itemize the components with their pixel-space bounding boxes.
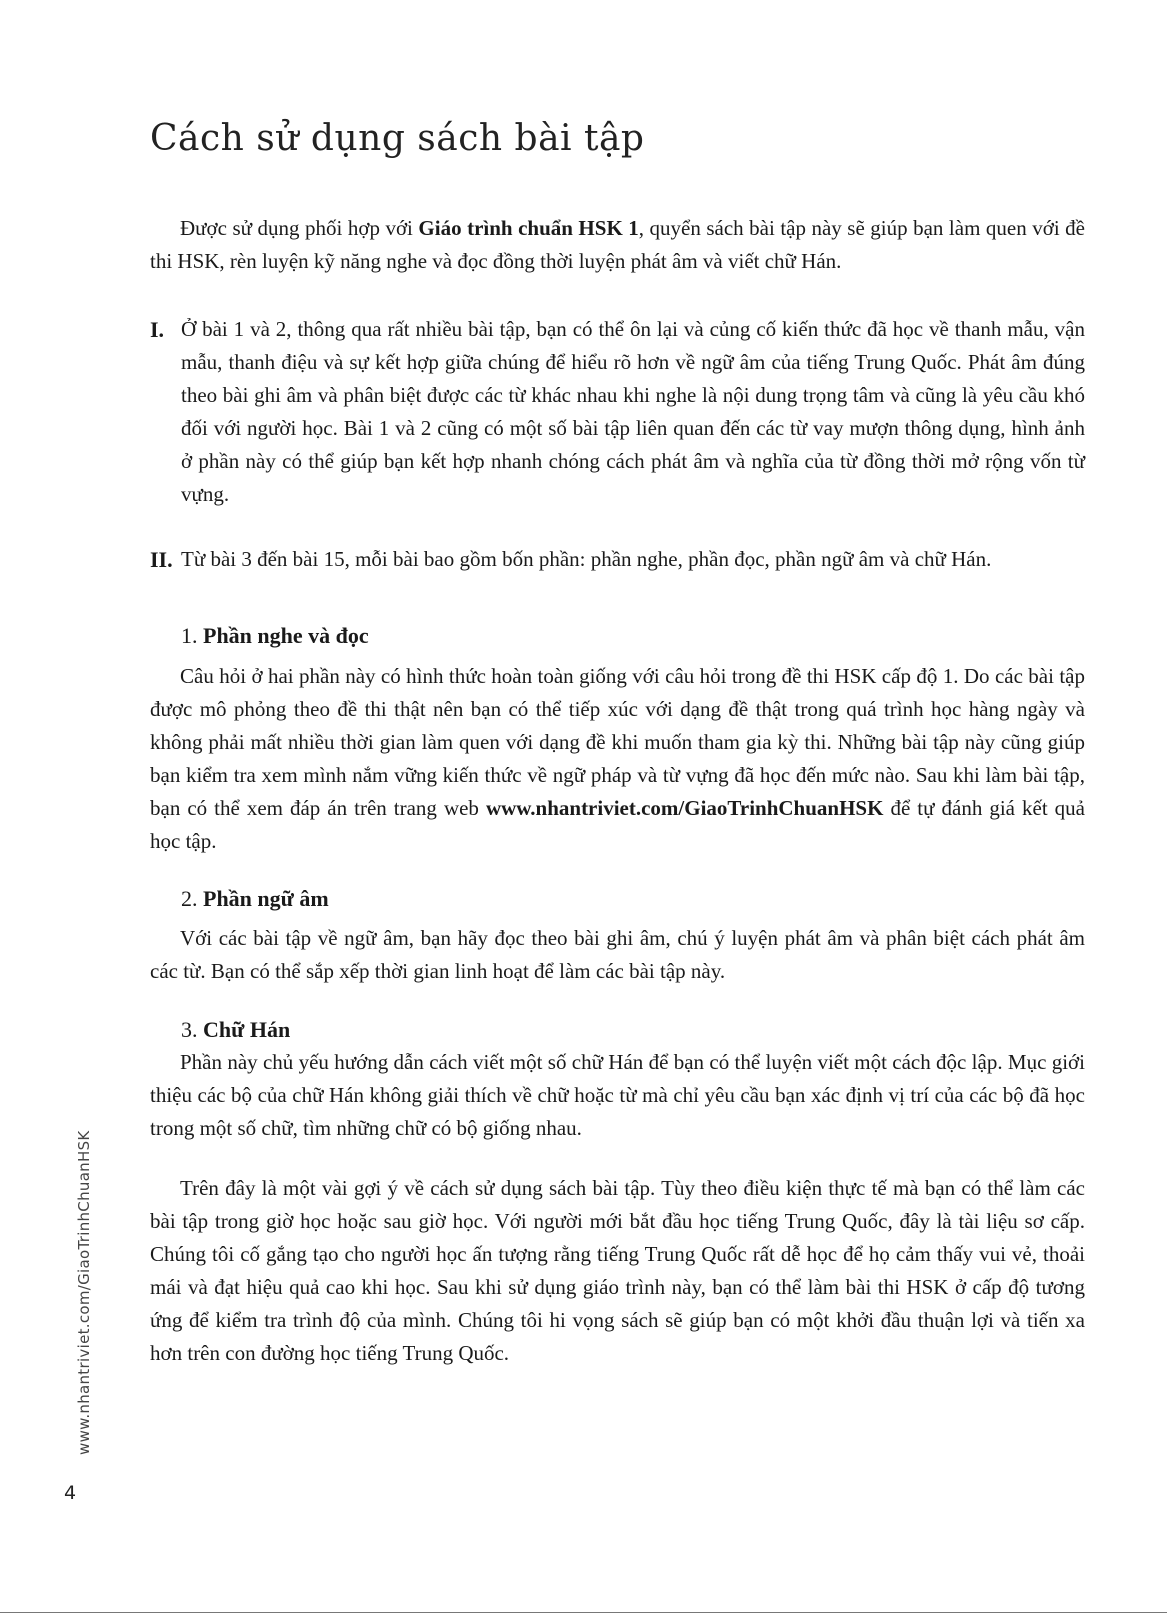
listening-reading-text-after: để tự đánh giá kết quả học tập. bbox=[150, 796, 1085, 853]
closing-paragraph: Trên đây là một vài gợi ý về cách sử dụng sách bài tập. Tùy theo điều kiện thực tế mà bạn có thể làm các bài tập trong giờ học hoặc sau giờ học. Với người mới bắt đầu học tiếng Trung Quốc, đây là tài liệu sơ cấp. Chúng tôi cố gắng tạo cho người học ấn tượng rằng tiếng Trung Quốc rất dễ học để họ cảm thấy vui vẻ, thoải mái và đạt hiệu quả cao khi học. Sau khi sử dụng giáo trình này, bạn có thể làm bài thi HSK ở cấp độ tương ứng để kiểm tra trình độ của mình. Chúng tôi hi vọng sách sẽ giúp bạn có một khởi đầu thuận lợi và tiến xa hơn trên con đường học tiếng Trung Quốc. bbox=[150, 1176, 1085, 1365]
bottom-divider bbox=[0, 1612, 1167, 1613]
chinese-characters-paragraph: Phần này chủ yếu hướng dẫn cách viết một số chữ Hán để bạn có thể luyện viết một cách độc lập. Mục giới thiệu các bộ của chữ Hán không giải thích về chữ hoặc từ mà chỉ yêu cầu bạn xác định vị trí của các bộ đã học trong một số chữ, tìm những chữ có bộ giống nhau. bbox=[150, 1050, 1085, 1140]
subheading-label: Phần nghe và đọc bbox=[203, 623, 369, 648]
phonetics-paragraph: Với các bài tập về ngữ âm, bạn hãy đọc theo bài ghi âm, chú ý luyện phát âm và phân biệt cách phát âm các từ. Bạn có thể sắp xếp thời gian linh hoạt để làm các bài tập này. bbox=[150, 926, 1085, 983]
listening-reading-text: Câu hỏi ở hai phần này có hình thức hoàn toàn giống với câu hỏi trong đề thi HSK cấp độ 1. Do các bài tập được mô phỏng theo đề thi thật nên bạn có thể tiếp xúc với dạng đề thật trong quá trình học hàng ngày và không phải mất nhiều thời gian làm quen với dạng đề khi muốn tham gia kỳ thi. Những bài tập này cũng giúp bạn kiểm tra xem mình nắm vững kiến thức về ngữ pháp và từ vựng đã học đến mức nào. Sau khi làm bài tập, bạn có thể xem đáp án trên trang web bbox=[150, 664, 1085, 820]
section-one-marker: I. bbox=[150, 317, 165, 342]
page-title: Cách sử dụng sách bài tập bbox=[150, 118, 645, 159]
section-two-text: Từ bài 3 đến bài 15, mỗi bài bao gồm bốn phần: phần nghe, phần đọc, phần ngữ âm và chữ Hán. bbox=[181, 547, 992, 571]
subheading-phonetics bbox=[181, 884, 329, 914]
subheading-number: 1. bbox=[181, 623, 198, 648]
answers-url-link[interactable]: www.nhantriviet.com/GiaoTrinhChuanHSK bbox=[485, 796, 884, 820]
subheading-label: Phần ngữ âm bbox=[203, 886, 329, 911]
subheading-listening-reading bbox=[181, 621, 369, 651]
section-two-marker: II. bbox=[150, 547, 173, 572]
intro-text-after: , quyển sách bài tập này sẽ giúp bạn làm quen với đề thi HSK, rèn luyện kỹ năng nghe và đọc đồng thời luyện phát âm và viết chữ Hán. bbox=[150, 216, 1085, 273]
listening-reading-paragraph bbox=[150, 660, 1085, 858]
page-number: 4 bbox=[64, 1482, 77, 1504]
intro-text-before: Được sử dụng phối hợp với bbox=[180, 216, 419, 240]
section-one-text: Ở bài 1 và 2, thông qua rất nhiều bài tập, bạn có thể ôn lại và củng cố kiến thức đã học về thanh mẫu, vận mẫu, thanh điệu và sự kết hợp giữa chúng để hiểu rõ hơn về ngữ âm của tiếng Trung Quốc. Phát âm đúng theo bài ghi âm và phân biệt được các từ khác nhau khi nghe là nội dung trọng tâm và cũng là yêu cầu khó đối với người học. Bài 1 và 2 cũng có một số bài tập liên quan đến các từ vay mượn thông dụng, hình ảnh ở phần này có thể giúp bạn kết hợp nhanh chóng cách phát âm và nghĩa của từ đồng thời mở rộng vốn từ vựng. bbox=[181, 317, 1085, 506]
intro-book-title: Giáo trình chuẩn HSK 1 bbox=[418, 216, 639, 240]
side-website-url: www.nhantriviet.com/GiaoTrinhChuanHSK bbox=[75, 1130, 93, 1455]
subheading-number: 2. bbox=[181, 886, 198, 911]
subheading-number: 3. bbox=[181, 1017, 198, 1042]
subheading-label: Chữ Hán bbox=[203, 1017, 291, 1042]
intro-paragraph bbox=[150, 212, 1085, 278]
subheading-chinese-characters bbox=[181, 1015, 290, 1045]
